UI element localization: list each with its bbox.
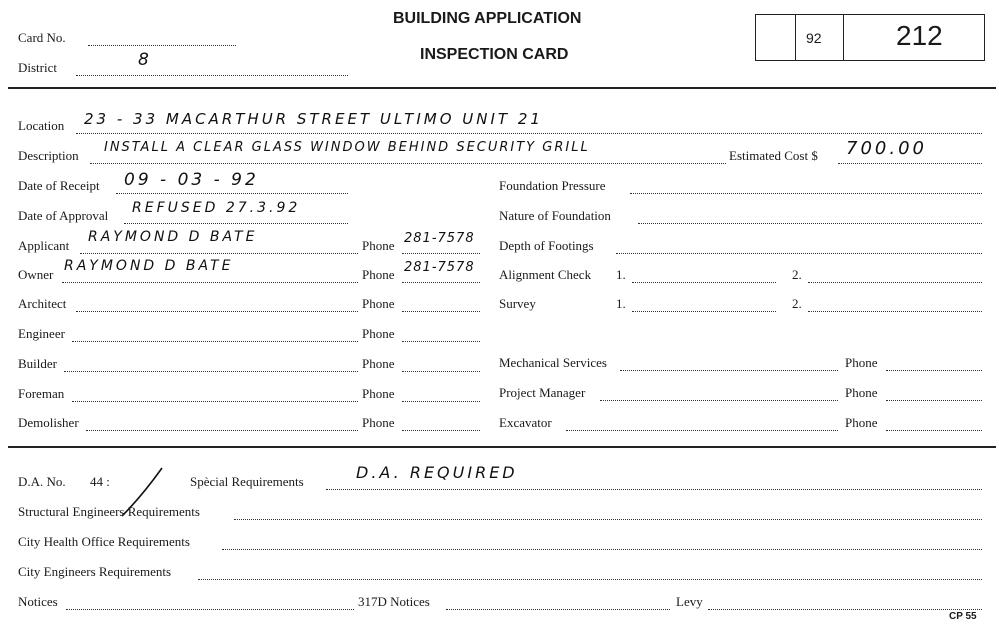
demolisher-phone-line [402,430,480,431]
project-manager-phone-line [886,400,982,401]
excavator-line [566,430,838,431]
demolisher-phone-label: Phone [362,415,395,430]
district-line [76,75,348,76]
application-number-box [755,14,985,61]
date-of-receipt-line [116,193,348,194]
foundation-pressure-line [630,193,982,194]
notices-317d-label: 317D Notices [358,594,430,609]
applicant-line [80,253,358,254]
description-value: INSTALL A CLEAR GLASS WINDOW BEHIND SECURITY GRILL [104,140,590,155]
location-value: 23 - 33 MACARTHUR STREET ULTIMO UNIT 21 [84,110,543,128]
structural-engineers-label: Structural Engineers Requirements [18,504,200,519]
applicant-label: Applicant [18,238,70,253]
district-label: District [18,60,57,75]
date-of-receipt-value: 09 - 03 - 92 [124,170,259,190]
project-manager-phone-label: Phone [845,385,878,400]
foreman-line [72,401,358,402]
description-label: Description [18,148,79,163]
box-divider-1 [795,14,796,61]
da-no-value: 44 : [90,474,110,489]
mechanical-phone-label: Phone [845,355,878,370]
foundation-pressure-label: Foundation Pressure [499,178,606,193]
alignment-check-num1: 1. [616,267,626,282]
city-engineers-label: City Engineers Requirements [18,564,172,579]
alignment-check-num2: 2. [792,267,802,282]
nature-of-foundation-line [638,223,982,224]
date-of-approval-value: REFUSED 27.3.92 [132,200,301,216]
date-of-approval-line [124,223,348,224]
levy-label: Levy [676,594,703,609]
engineer-line [72,341,358,342]
foreman-phone-label: Phone [362,386,395,401]
builder-phone-line [402,371,480,372]
survey-line1 [632,311,776,312]
header-divider [8,87,996,89]
excavator-label: Excavator [499,415,552,430]
structural-engineers-line [234,519,982,520]
notices-label: Notices [18,594,58,609]
levy-line [708,609,982,610]
owner-line [62,282,358,283]
architect-label: Architect [18,296,67,311]
architect-phone-line [402,311,480,312]
section-divider [8,446,996,448]
date-of-approval-label: Date of Approval [18,208,109,223]
location-line [76,133,982,134]
foreman-label: Foreman [18,386,65,401]
applicant-phone-line [402,253,480,254]
project-manager-label: Project Manager [499,385,586,400]
form-title: BUILDING APPLICATION [393,10,582,27]
city-engineers-line [198,579,982,580]
special-requirements-label: Spècial Requirements [190,474,304,489]
excavator-phone-line [886,430,982,431]
city-health-label: City Health Office Requirements [18,534,190,549]
project-manager-line [600,400,838,401]
demolisher-line [86,430,358,431]
da-no-label: D.A. No. [18,474,66,489]
mechanical-services-label: Mechanical Services [499,355,607,370]
survey-num2: 2. [792,296,802,311]
alignment-check-line1 [632,282,776,283]
description-line [90,163,726,164]
applicant-value: RAYMOND D BATE [88,229,258,245]
owner-phone-line [402,282,480,283]
applicant-phone-value: 281-7578 [404,231,475,246]
applicant-phone-label: Phone [362,238,395,253]
engineer-phone-line [402,341,480,342]
district-value: 8 [138,50,152,70]
alignment-check-label: Alignment Check [499,267,592,282]
depth-of-footings-label: Depth of Footings [499,238,594,253]
builder-label: Builder [18,356,57,371]
form-subtitle: INSPECTION CARD [420,46,569,63]
box-number: 212 [896,20,943,51]
demolisher-label: Demolisher [18,415,79,430]
nature-of-foundation-label: Nature of Foundation [499,208,611,223]
form-code: CP 55 [949,611,977,622]
card-no-line [88,45,236,46]
mechanical-phone-line [886,370,982,371]
architect-phone-label: Phone [362,296,395,311]
location-label: Location [18,118,65,133]
estimated-cost-line [838,163,982,164]
owner-phone-value: 281-7578 [404,260,475,275]
card-no-label: Card No. [18,30,66,45]
notices-line [66,609,354,610]
foreman-phone-line [402,401,480,402]
box-year: 92 [806,30,822,46]
city-health-line [222,549,982,550]
owner-label: Owner [18,267,54,282]
survey-num1: 1. [616,296,626,311]
owner-phone-label: Phone [362,267,395,282]
special-requirements-line [326,489,982,490]
mechanical-services-line [620,370,838,371]
box-divider-2 [843,14,844,61]
estimated-cost-label: Estimated Cost $ [729,148,818,163]
builder-phone-label: Phone [362,356,395,371]
engineer-label: Engineer [18,326,65,341]
excavator-phone-label: Phone [845,415,878,430]
estimated-cost-value: 700.00 [846,138,927,159]
survey-label: Survey [499,296,536,311]
depth-of-footings-line [616,253,982,254]
architect-line [76,311,358,312]
engineer-phone-label: Phone [362,326,395,341]
notices-317d-line [446,609,670,610]
alignment-check-line2 [808,282,982,283]
builder-line [64,371,358,372]
owner-value: RAYMOND D BATE [64,258,234,274]
date-of-receipt-label: Date of Receipt [18,178,100,193]
survey-line2 [808,311,982,312]
special-requirements-value: D.A. REQUIRED [356,463,518,482]
